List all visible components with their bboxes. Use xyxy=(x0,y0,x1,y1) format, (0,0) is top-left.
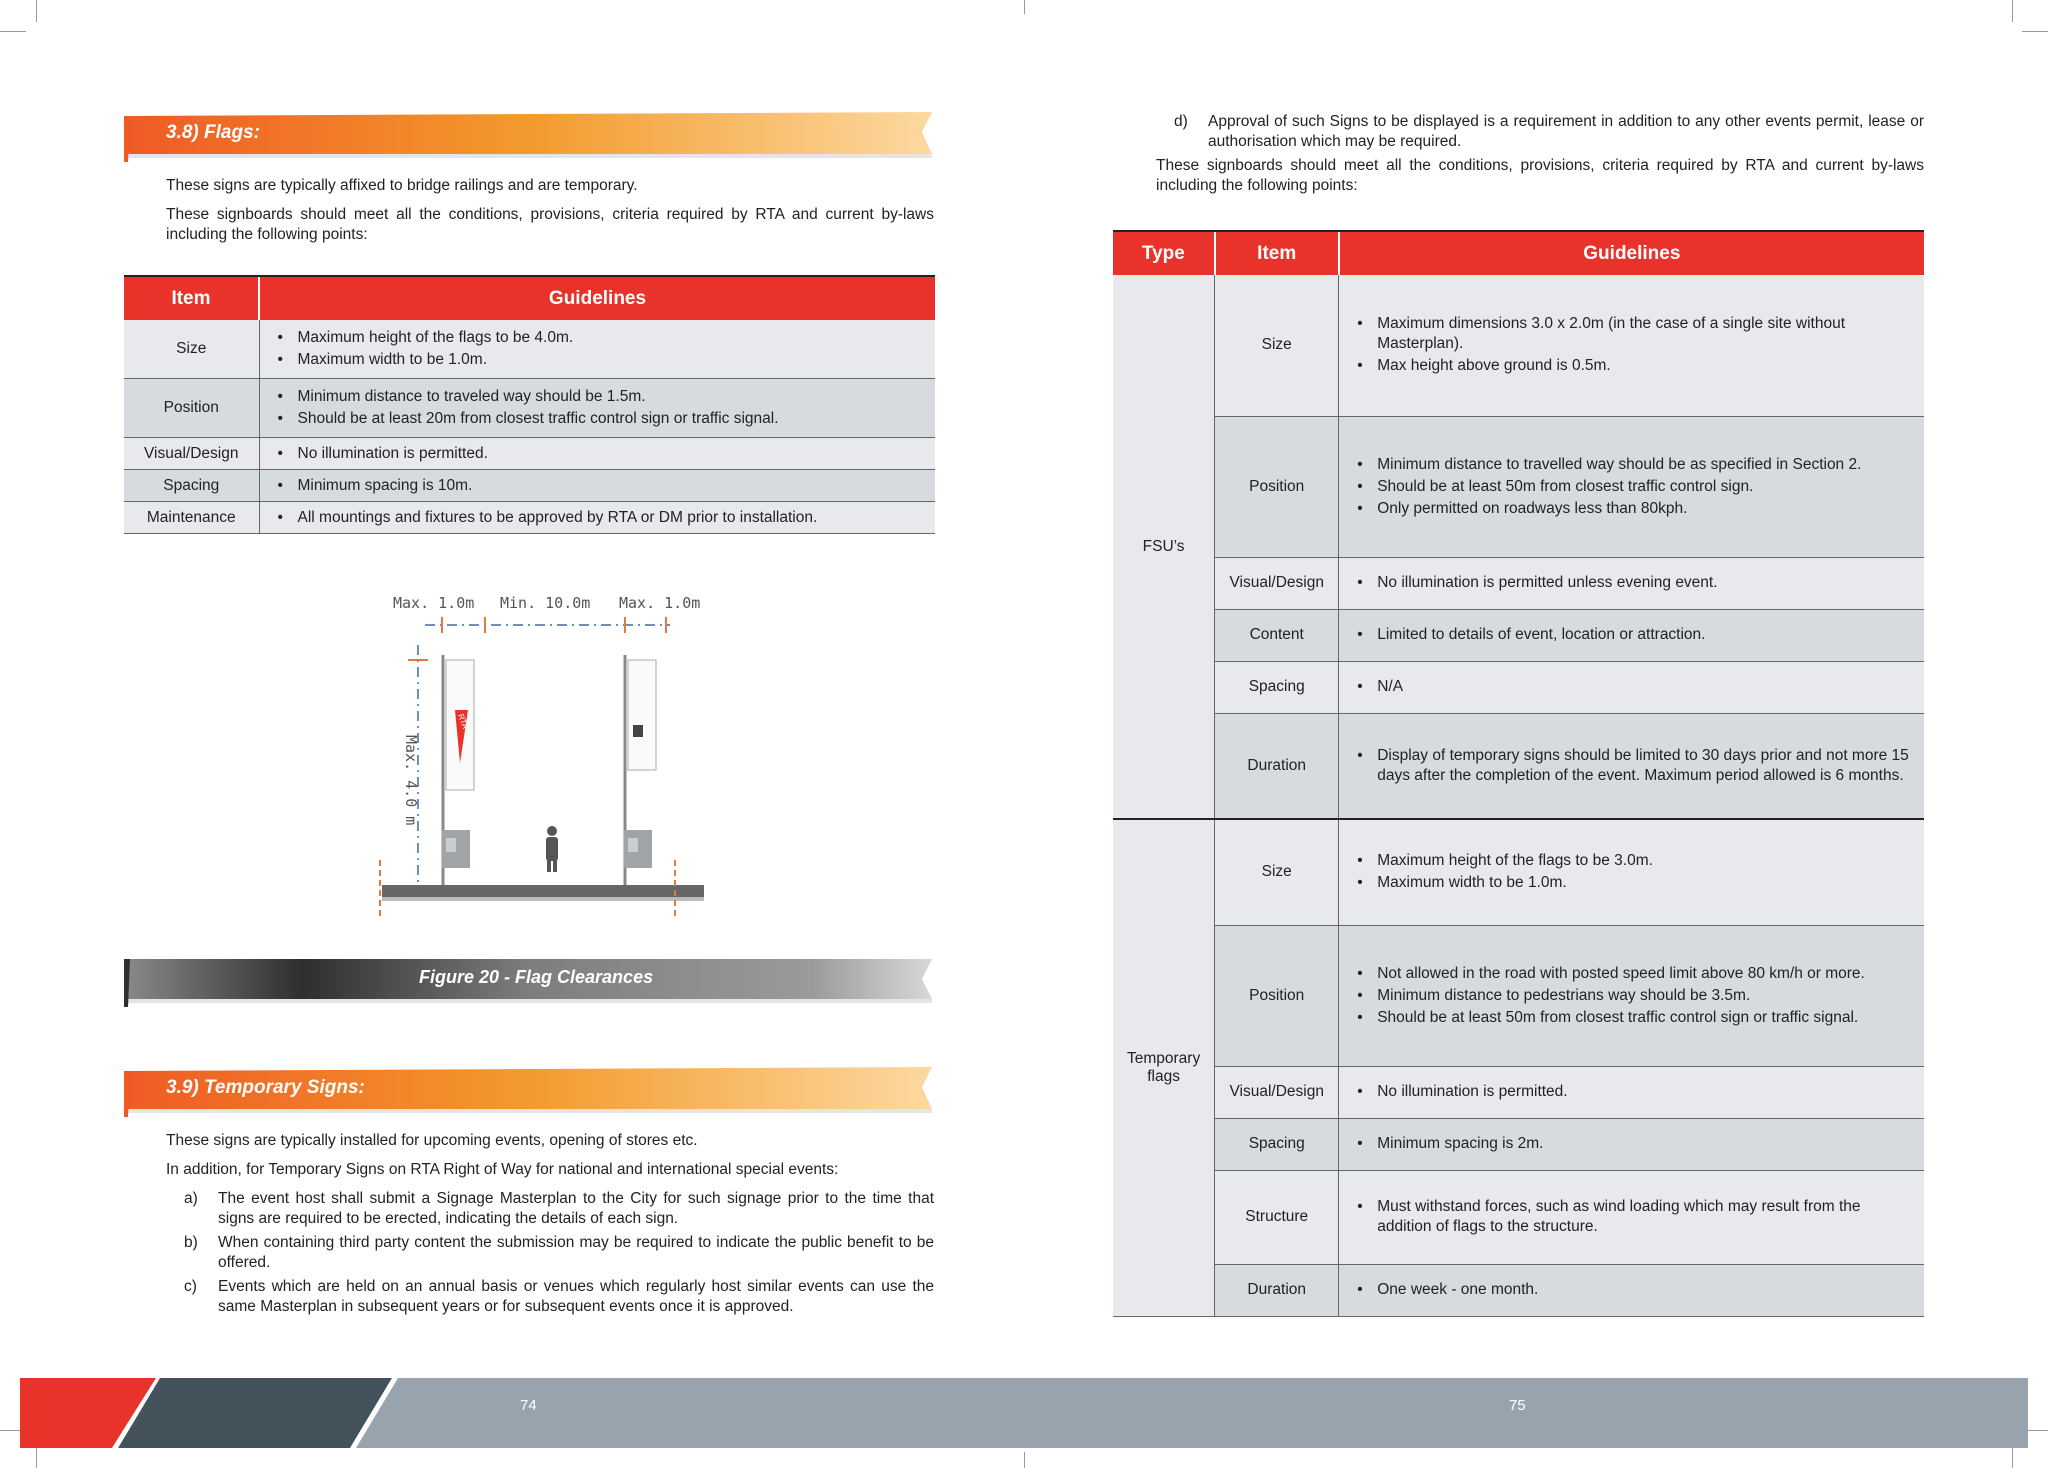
page-number-left: 74 xyxy=(520,1397,537,1414)
cell-guidelines xyxy=(1339,275,1924,416)
guideline-item: • Maximum width to be 1.0m. xyxy=(1357,873,1914,893)
figure-caption: Figure 20 - Flag Clearances xyxy=(419,967,654,987)
flag-logo-text: RTA xyxy=(456,712,470,731)
cell-item: Visual/Design xyxy=(1215,557,1339,609)
paragraph: These signs are typically installed for upcoming events, opening of stores etc. xyxy=(166,1132,698,1149)
guideline-item: • Only permitted on roadways less than 80kph. xyxy=(1357,499,1914,519)
cell-guidelines xyxy=(1339,416,1924,557)
cell-guidelines xyxy=(1339,1170,1924,1264)
cell-guidelines xyxy=(259,438,935,470)
table-row xyxy=(124,379,935,438)
guideline-item: • Minimum distance to travelled way should be as specified in Section 2. xyxy=(1357,455,1914,475)
flags-guidelines-table xyxy=(124,275,935,534)
guideline-item: • One week - one month. xyxy=(1357,1280,1914,1300)
cell-item: Structure xyxy=(1215,1170,1339,1264)
table-row xyxy=(124,470,935,502)
cell-guidelines xyxy=(1339,557,1924,609)
table-row xyxy=(124,320,935,379)
crop-mark xyxy=(0,31,26,32)
crop-mark xyxy=(1024,0,1025,14)
list-item: b) When containing third party content the submission may be required to indicate the public benefit to be offered. xyxy=(184,1234,934,1271)
cell-item: Maintenance xyxy=(124,502,259,534)
section-title: 3.8) Flags: xyxy=(166,122,260,143)
cell-guidelines xyxy=(1339,1066,1924,1118)
cell-item: Size xyxy=(1215,819,1339,925)
cell-item: Size xyxy=(1215,275,1339,416)
table-row xyxy=(1113,1066,1924,1118)
cell-guidelines xyxy=(259,470,935,502)
cell-guidelines xyxy=(259,502,935,534)
cell-guidelines xyxy=(1339,1118,1924,1170)
cell-type: FSU’s xyxy=(1113,275,1215,819)
guideline-item: • N/A xyxy=(1357,677,1914,697)
guideline-item: • Not allowed in the road with posted speed limit above 80 km/h or more. xyxy=(1357,964,1914,984)
table-row xyxy=(1113,661,1924,713)
flag-clearance-diagram xyxy=(370,585,720,925)
header-item: Item xyxy=(1215,231,1339,275)
crop-mark xyxy=(36,0,37,22)
person-figure xyxy=(547,826,557,836)
cell-type: Temporary flags xyxy=(1113,819,1215,1316)
section-banner-temporary-signs xyxy=(124,1067,940,1117)
guideline-item: • Should be at least 50m from closest traffic control sign. xyxy=(1357,477,1914,497)
paragraph: These signboards should meet all the conditions, provisions, criteria required by RTA and current by-laws including the following points: xyxy=(166,206,934,243)
cell-guidelines xyxy=(1339,819,1924,925)
table-row xyxy=(1113,275,1924,416)
cell-guidelines xyxy=(1339,661,1924,713)
table-row xyxy=(1113,1264,1924,1316)
lettered-list xyxy=(184,1189,934,1321)
cell-item: Content xyxy=(1215,609,1339,661)
cell-item: Spacing xyxy=(124,470,259,502)
page-number-right: 75 xyxy=(1509,1397,1526,1414)
dim-label: Max. 1.0m xyxy=(619,594,701,612)
table-row xyxy=(1113,609,1924,661)
header-type: Type xyxy=(1113,231,1215,275)
crop-mark xyxy=(2012,0,2013,22)
list-item: c) Events which are held on an annual basis or venues which regularly host similar events can use the same Masterplan in subsequent years or for subsequent events once it is approved. xyxy=(184,1278,934,1315)
guideline-item: • Should be at least 20m from closest traffic control sign or traffic signal. xyxy=(278,409,926,429)
section-banner-flags xyxy=(124,112,940,162)
guideline-item: • No illumination is permitted. xyxy=(278,444,926,464)
list-item: a) The event host shall submit a Signage Masterplan to the City for such signage prior to the time that signs are required to be erected, indicating the details of each sign. xyxy=(184,1190,934,1227)
guideline-item: • Max height above ground is 0.5m. xyxy=(1357,356,1914,376)
header-item: Item xyxy=(124,276,259,320)
dim-label-vertical: Max. 4.0 m xyxy=(402,735,420,826)
guideline-item: • All mountings and fixtures to be approved by RTA or DM prior to installation. xyxy=(278,508,926,528)
paragraph: In addition, for Temporary Signs on RTA Right of Way for national and international special events: xyxy=(166,1161,839,1178)
list-item: d) Approval of such Signs to be displayed is a requirement in addition to any other events permit, lease or authorisation which may be required. xyxy=(1174,113,1924,150)
guideline-item: • Minimum spacing is 2m. xyxy=(1357,1134,1914,1154)
guideline-item: • Minimum distance to traveled way should be 1.5m. xyxy=(278,387,926,407)
temporary-signs-table xyxy=(1113,230,1924,1317)
cell-item: Visual/Design xyxy=(1215,1066,1339,1118)
paragraph: These signboards should meet all the conditions, provisions, criteria required by RTA and current by-laws including the following points: xyxy=(1156,157,1924,194)
cell-item: Visual/Design xyxy=(124,438,259,470)
table-row xyxy=(1113,416,1924,557)
guideline-item: • Minimum spacing is 10m. xyxy=(278,476,926,496)
guideline-item: • No illumination is permitted. xyxy=(1357,1082,1914,1102)
cell-item: Duration xyxy=(1215,713,1339,819)
crop-mark xyxy=(36,1448,37,1468)
table-row xyxy=(1113,925,1924,1066)
guideline-item: • Maximum width to be 1.0m. xyxy=(278,350,926,370)
guideline-item: • Maximum dimensions 3.0 x 2.0m (in the case of a single site without Masterplan). xyxy=(1357,314,1914,354)
cell-guidelines xyxy=(1339,609,1924,661)
cell-guidelines xyxy=(259,320,935,379)
guideline-item: • No illumination is permitted unless evening event. xyxy=(1357,573,1914,593)
table-row xyxy=(124,438,935,470)
crop-mark xyxy=(2012,1448,2013,1468)
guideline-item: • Limited to details of event, location or attraction. xyxy=(1357,625,1914,645)
lettered-list xyxy=(1174,112,1924,156)
table-row xyxy=(1113,1170,1924,1264)
cell-item: Position xyxy=(1215,416,1339,557)
cell-guidelines xyxy=(1339,925,1924,1066)
table-row xyxy=(1113,557,1924,609)
table-row xyxy=(1113,713,1924,819)
guideline-item: • Maximum height of the flags to be 4.0m. xyxy=(278,328,926,348)
cell-item: Position xyxy=(1215,925,1339,1066)
guideline-item: • Should be at least 50m from closest traffic control sign or traffic signal. xyxy=(1357,1008,1914,1028)
table-row xyxy=(124,502,935,534)
footer-bar xyxy=(0,1378,2048,1448)
crop-mark xyxy=(2022,31,2048,32)
guideline-item: • Display of temporary signs should be limited to 30 days prior and not more 15 days after the completion of the event. Maximum period allowed is 6 months. xyxy=(1357,746,1914,786)
guideline-item: • Must withstand forces, such as wind loading which may result from the addition of flags to the structure. xyxy=(1357,1197,1914,1237)
cell-item: Spacing xyxy=(1215,1118,1339,1170)
cell-guidelines xyxy=(1339,1264,1924,1316)
dim-label: Min. 10.0m xyxy=(500,594,591,612)
cell-guidelines xyxy=(259,379,935,438)
cell-item: Size xyxy=(124,320,259,379)
cell-item: Position xyxy=(124,379,259,438)
table-row xyxy=(1113,1118,1924,1170)
section-title: 3.9) Temporary Signs: xyxy=(166,1077,365,1098)
paragraph: These signs are typically affixed to bridge railings and are temporary. xyxy=(166,177,638,194)
table-row xyxy=(1113,819,1924,925)
header-guidelines: Guidelines xyxy=(259,276,935,320)
crop-mark xyxy=(1024,1452,1025,1468)
cell-guidelines xyxy=(1339,713,1924,819)
guideline-item: • Minimum distance to pedestrians way should be 3.5m. xyxy=(1357,986,1914,1006)
header-guidelines: Guidelines xyxy=(1339,231,1924,275)
cell-item: Duration xyxy=(1215,1264,1339,1316)
figure-caption-banner xyxy=(124,957,940,1007)
guideline-item: • Maximum height of the flags to be 3.0m. xyxy=(1357,851,1914,871)
dim-label: Max. 1.0m xyxy=(393,594,475,612)
cell-item: Spacing xyxy=(1215,661,1339,713)
